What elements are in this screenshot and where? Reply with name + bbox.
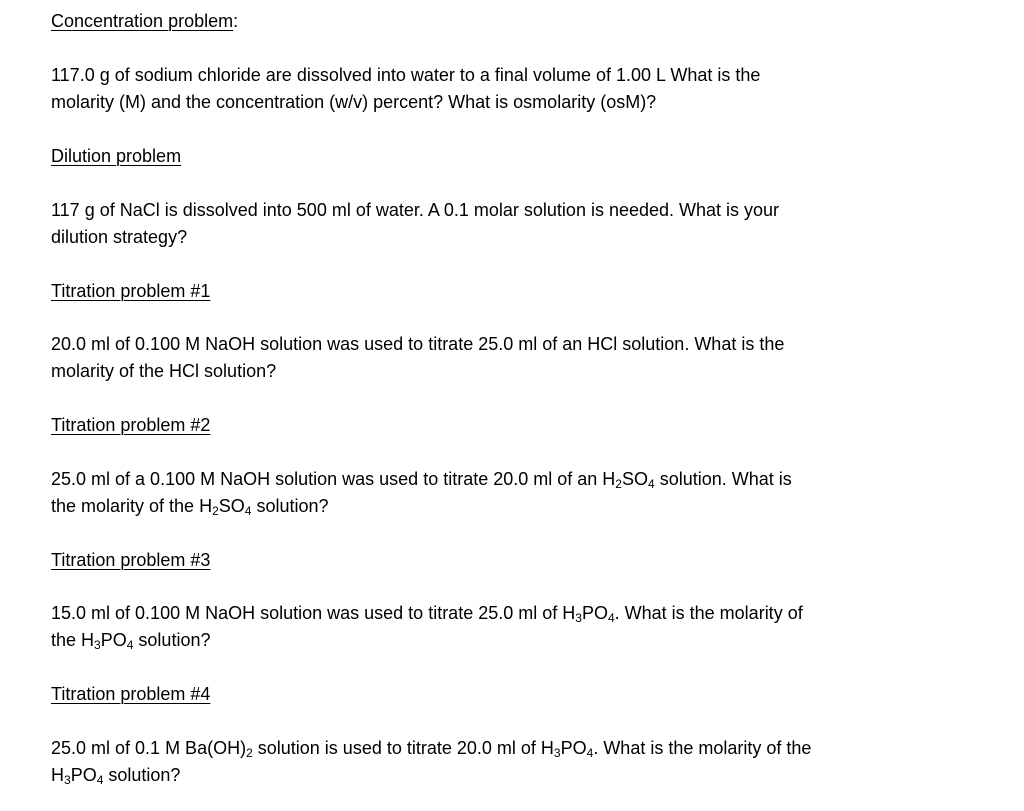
- subscript: 4: [126, 638, 134, 652]
- heading-concentration-problem: [51, 9, 238, 33]
- heading-dilution-problem: [51, 144, 181, 168]
- heading-text: Concentration problem: [51, 11, 234, 31]
- subscript: 4: [607, 611, 615, 625]
- text-run: molarity of the HCl solution?: [51, 361, 277, 381]
- text-run: . What is the molarity of: [614, 603, 803, 623]
- subscript: 4: [648, 477, 655, 491]
- text-run: SO: [218, 496, 245, 516]
- paragraph-line: [51, 331, 951, 358]
- paragraph-dilution-problem: [51, 197, 951, 251]
- paragraph-titration-problem-1: [51, 331, 951, 385]
- paragraph-line: [51, 493, 951, 520]
- paragraph-concentration-problem: [51, 62, 951, 116]
- subscript: 2: [246, 746, 253, 760]
- text-run: solution is used to titrate 20.0 ml of H: [252, 738, 554, 758]
- text-run: solution?: [133, 630, 211, 650]
- paragraph-titration-problem-2: [51, 466, 951, 520]
- text-run: the H: [51, 630, 95, 650]
- subscript: 3: [94, 638, 101, 652]
- paragraph-line: [51, 89, 951, 116]
- text-run: 25.0 ml of a 0.100 M NaOH solution was used to titrate 20.0 ml of an H: [51, 469, 616, 489]
- subscript: 2: [615, 477, 622, 491]
- subscript: 4: [96, 773, 104, 787]
- text-run: 25.0 ml of 0.1 M Ba(OH): [51, 738, 247, 758]
- text-run: PO: [100, 630, 127, 650]
- heading-titration-problem-2: [51, 413, 210, 437]
- paragraph-line: [51, 627, 951, 654]
- paragraph-line: [51, 466, 951, 493]
- text-run: molarity (M) and the concentration (w/v) percent? What is osmolarity (osM)?: [51, 92, 657, 112]
- text-run: PO: [70, 765, 97, 785]
- subscript: 3: [64, 773, 71, 787]
- subscript: 4: [586, 746, 594, 760]
- subscript: 2: [212, 504, 219, 518]
- paragraph-line: [51, 762, 951, 789]
- heading-text: Dilution problem: [51, 146, 182, 166]
- heading-titration-problem-1: [51, 279, 210, 303]
- paragraph-titration-problem-3: [51, 600, 951, 654]
- text-run: solution?: [103, 765, 181, 785]
- heading-suffix: :: [233, 11, 239, 31]
- text-run: solution?: [251, 496, 329, 516]
- text-run: H: [51, 765, 64, 785]
- paragraph-line: [51, 735, 951, 762]
- text-run: SO: [621, 469, 648, 489]
- subscript: 4: [244, 504, 252, 518]
- heading-text: Titration problem #3: [51, 550, 211, 570]
- paragraph-titration-problem-4: [51, 735, 951, 789]
- paragraph-line: [51, 197, 951, 224]
- text-run: . What is the molarity of the: [593, 738, 812, 758]
- subscript: 3: [575, 611, 582, 625]
- text-run: 117.0 g of sodium chloride are dissolved into water to a final volume of 1.00 L What is the: [51, 65, 761, 85]
- text-run: 15.0 ml of 0.100 M NaOH solution was used to titrate 25.0 ml of H: [51, 603, 576, 623]
- text-run: PO: [581, 603, 608, 623]
- heading-titration-problem-4: [51, 682, 210, 706]
- paragraph-line: [51, 358, 951, 385]
- text-run: dilution strategy?: [51, 227, 188, 247]
- paragraph-line: [51, 600, 951, 627]
- heading-text: Titration problem #2: [51, 415, 211, 435]
- text-run: PO: [560, 738, 587, 758]
- text-run: solution. What is: [654, 469, 792, 489]
- text-run: 117 g of NaCl is dissolved into 500 ml of water. A 0.1 molar solution is needed. What is your: [51, 200, 780, 220]
- heading-text: Titration problem #4: [51, 684, 211, 704]
- text-run: 20.0 ml of 0.100 M NaOH solution was used to titrate 25.0 ml of an HCl solution. What is the: [51, 334, 785, 354]
- subscript: 3: [553, 746, 561, 760]
- heading-titration-problem-3: [51, 548, 210, 572]
- text-run: the molarity of the H: [51, 496, 213, 516]
- paragraph-line: [51, 62, 951, 89]
- paragraph-line: [51, 224, 951, 251]
- heading-text: Titration problem #1: [51, 281, 211, 301]
